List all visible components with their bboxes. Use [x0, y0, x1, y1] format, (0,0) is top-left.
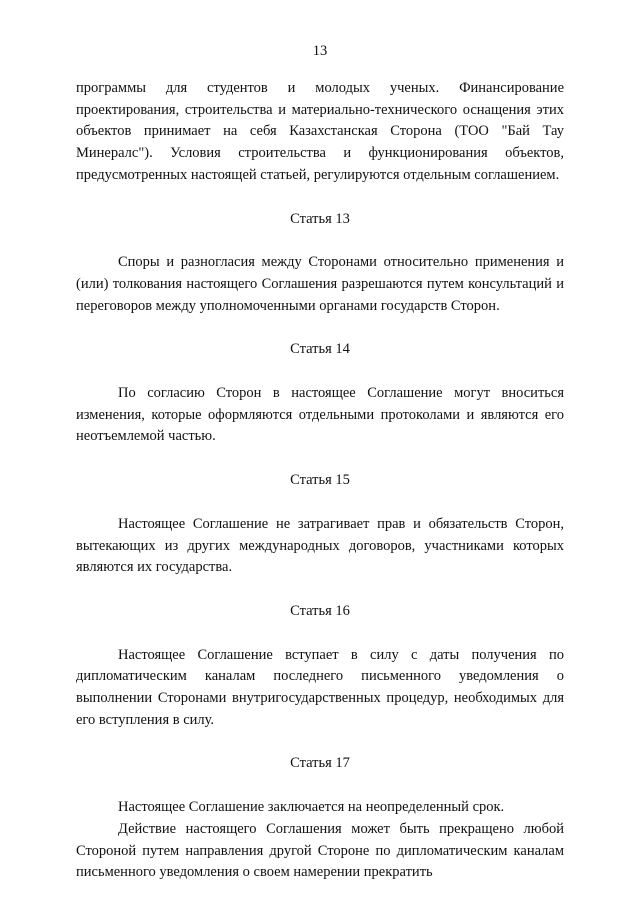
document-body	[76, 78, 564, 884]
article-14-heading: Статья 14	[290, 341, 350, 358]
article-14-text: По согласию Сторон в настоящее Соглашение могут вноситься изменения, которые оформляются отдельными протоколами и являются его неотъемлемой частью.	[76, 385, 564, 445]
article-13-heading: Статья 13	[290, 210, 350, 227]
article-15-heading: Статья 15	[290, 472, 350, 489]
article-13-text: Споры и разногласия между Сторонами относительно применения и (или) толкования настоящего Соглашения разрешаются путем консультаций и переговоров между уполномоченными органами государств Сторон.	[76, 254, 564, 314]
page-number: 13	[312, 43, 328, 59]
article-17-text-2: Действие настоящего Соглашения может быть прекращено любой Стороной путем направления другой Стороне по дипломатическим каналам письменного уведомления о своем намерении прекратить	[76, 820, 564, 881]
article-17-text-1: Настоящее Соглашение заключается на неопределенный срок.	[118, 799, 505, 816]
article-16-text: Настоящее Соглашение вступает в силу с даты получения по дипломатическим каналам последнего письменного уведомления о выполнении Сторонами внутригосударственных процедур, необходимых для его вступления в силу.	[76, 646, 564, 728]
article-16-heading: Статья 16	[290, 602, 350, 619]
article-15-text: Настоящее Соглашение не затрагивает прав и обязательств Сторон, вытекающих из других международных договоров, участниками которых являются их государства.	[76, 515, 564, 576]
paragraph-continuation: программы для студентов и молодых ученых. Финансирование проектирования, строительства и материально-технического оснащения этих объектов принимает на себя Казахстанская Сторона (ТОО "Бай Тау Минералс"). Условия строительства и функционирования объектов, предусмотренных настоящей статьей, регулируются отдельным соглашением.	[76, 80, 564, 183]
article-17-heading: Статья 17	[290, 755, 350, 772]
